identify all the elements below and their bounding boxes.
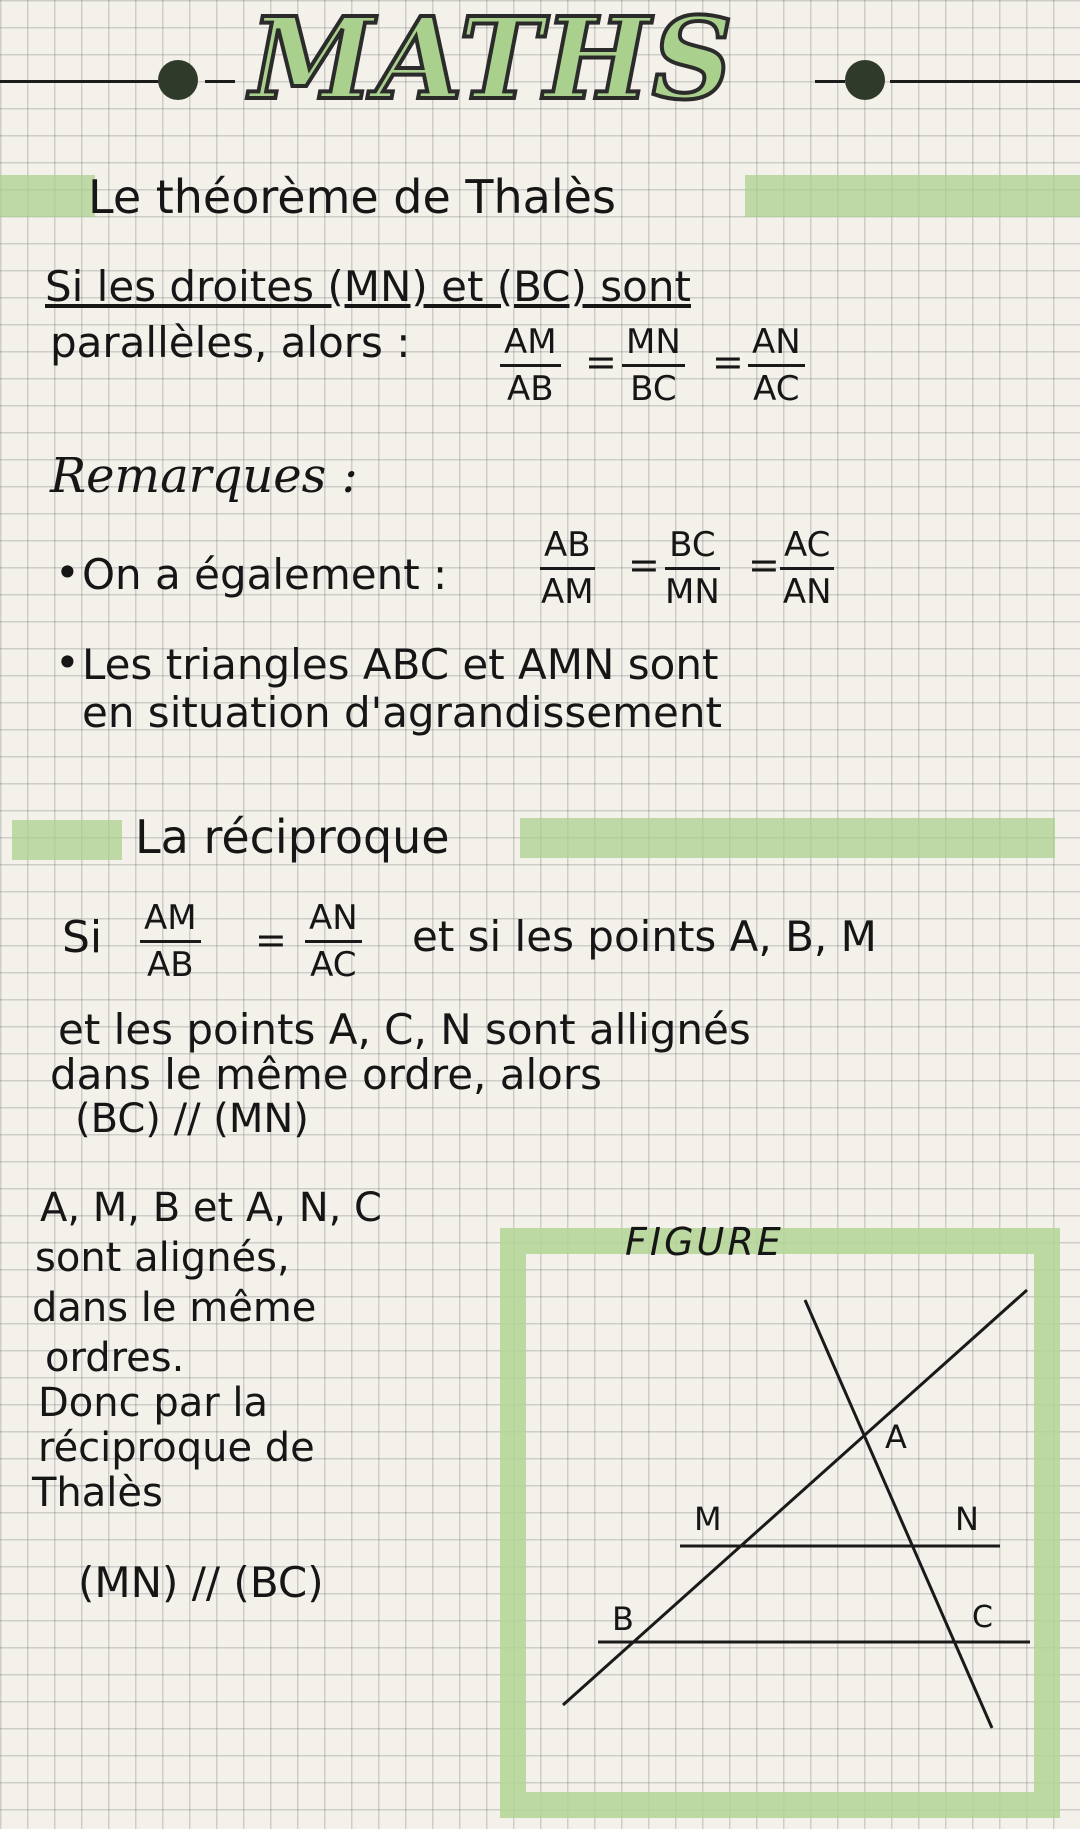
fraction-numerator: BC (665, 525, 719, 570)
fraction-denominator: AC (753, 369, 800, 409)
remark-bullet1-text: On a également : (82, 550, 448, 599)
equals-sign: = (255, 918, 287, 962)
example-line6: réciproque de (38, 1425, 315, 1471)
fraction-numerator: AN (305, 898, 362, 943)
example-line1: A, M, B et A, N, C (40, 1185, 382, 1231)
fraction-denominator: AC (310, 945, 357, 985)
example-line4: ordres. (45, 1335, 185, 1381)
example-line2: sont alignés, (35, 1235, 290, 1281)
equals-sign: = (748, 543, 780, 587)
reciproque-line1-rest: et si les points A, B, M (412, 912, 877, 961)
figure-label: FIGURE (625, 1220, 784, 1264)
example-line7: Thalès (32, 1470, 163, 1516)
reciproque-line4: (BC) // (MN) (75, 1096, 309, 1142)
fraction-denominator: AN (782, 572, 832, 612)
example-line5: Donc par la (38, 1380, 269, 1426)
fraction-numerator: AC (780, 525, 834, 570)
reciproque-line3: dans le même ordre, alors (50, 1050, 602, 1099)
fraction-denominator: AB (147, 945, 194, 985)
equals-sign: = (628, 543, 660, 587)
bullet-dot: • (55, 548, 80, 597)
remark-bullet2-line2: en situation d'agrandissement (82, 688, 722, 737)
remark-bullet2-line1: Les triangles ABC et AMN sont (82, 640, 719, 689)
fraction-denominator: BC (630, 369, 677, 409)
fraction-denominator: AM (541, 572, 594, 612)
fraction-numerator: AM (500, 322, 561, 367)
point-label-c: C (972, 1600, 993, 1635)
point-label-n: N (955, 1500, 979, 1538)
thales-statement-line1: Si les droites (MN) et (BC) sont (45, 262, 691, 311)
remarks-heading: Remarques : (50, 448, 358, 504)
section-heading-thales: Le théorème de Thalès (88, 170, 616, 224)
fraction-denominator: MN (665, 572, 720, 612)
fraction-numerator: AB (540, 525, 595, 570)
point-label-m: M (694, 1500, 722, 1538)
page-title: MATHS (250, 0, 735, 125)
example-line3: dans le même (32, 1285, 317, 1331)
point-label-a: A (885, 1418, 907, 1456)
example-conclusion: (MN) // (BC) (78, 1558, 324, 1607)
reciproque-line2: et les points A, C, N sont allignés (58, 1005, 751, 1054)
equals-sign: = (712, 340, 744, 384)
reciproque-si: Si (62, 912, 103, 963)
point-label-b: B (612, 1600, 634, 1638)
fraction-numerator: AN (748, 322, 805, 367)
fraction-denominator: AB (507, 369, 554, 409)
equals-sign: = (585, 340, 617, 384)
fraction-numerator: MN (622, 322, 685, 367)
fraction-numerator: AM (140, 898, 201, 943)
section-heading-reciproque: La réciproque (135, 810, 450, 864)
bullet-dot: • (55, 638, 80, 687)
thales-statement-line2: parallèles, alors : (50, 318, 411, 367)
